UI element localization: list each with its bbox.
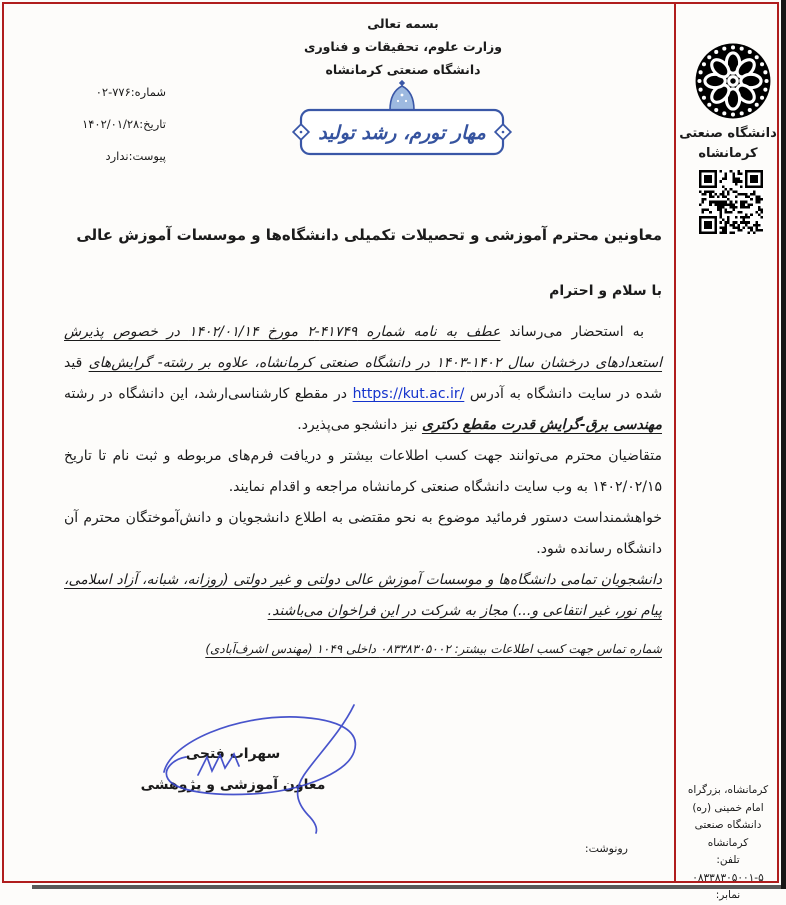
sidebar-university-name-line1: دانشگاه صنعتی [679, 126, 777, 141]
p1-after-link: در مقطع کارشناسی‌ارشد، این دانشگاه در رشته [64, 386, 353, 402]
sidebar-university-name [678, 124, 778, 164]
scan-edge-artifact-bottom [32, 885, 781, 889]
sidebar-divider-line [674, 3, 676, 882]
letter-body [64, 317, 662, 665]
letter-date: تاریخ:۱۴۰۲/۰۱/۲۸ [82, 117, 166, 131]
p1-mid: قید شده در سایت دانشگاه به آدرس [64, 355, 663, 402]
phone-label: تلفن: [716, 854, 740, 866]
letterhead [243, 12, 563, 81]
letter-salutation: با سلام و احترام [549, 283, 662, 299]
ministry-line: وزارت علوم، تحقیقات و فناوری [303, 39, 503, 54]
university-line: دانشگاه صنعتی کرمانشاه [325, 62, 481, 77]
address-line: امام خمینی (ره) [692, 801, 764, 814]
contact-info-line: شماره تماس جهت کسب اطلاعات بیشتر: ۰۸۳۳۸۳۰۵۰۰۲ داخلی ۱۰۴۹ (مهندس اشرف‌آبادی) [205, 642, 662, 656]
p1-program-name: مهندسی برق-گرایش قدرت مقطع دکتری [421, 417, 662, 433]
year-slogan-text: مهار تورم، رشد تولید [318, 122, 486, 144]
address-line: کرمانشاه، بزرگراه [687, 784, 769, 796]
university-seal-icon [694, 42, 772, 120]
letter-meta-block [56, 76, 166, 172]
signer-name: سهراب فتحی [185, 746, 281, 762]
bismillah-line: بسمه تعالی [367, 16, 439, 31]
letter-number: شماره:۷۷۶-۰۲ [95, 85, 166, 99]
paragraph-1 [64, 317, 662, 441]
qr-code-icon [699, 170, 763, 234]
year-slogan-emblem-icon [289, 80, 515, 158]
paragraph-4-eligibility-note: دانشجویان تمامی دانشگاه‌ها و موسسات آموزش عالی دولتی و غیر دولتی (روزانه، شبانه، آزاد اسلامی، پیام نور، غیر انتفاعی و...) مجاز به شرکت در این فراخوان می‌باشند. [64, 572, 662, 619]
cc-label: رونوشت: [584, 842, 628, 855]
sidebar-university-name-line2: کرمانشاه [698, 146, 758, 161]
letter-recipient-title: معاونین محترم آموزشی و تحصیلات تکمیلی دانشگاه‌ها و موسسات آموزش عالی [76, 226, 662, 244]
p1-intro: به استحضار می‌رساند [500, 324, 645, 340]
paragraph-2: متقاضیان محترم می‌توانند جهت کسب اطلاعات بیشتر و دریافت فرم‌های مربوطه و ثبت نام تا تاریخ ۱۴۰۲/۰۲/۱۵ به وب سایت دانشگاه صنعتی کرمانشاه مراجعه و اقدام نمایند. [64, 448, 662, 495]
phone-value: ۰۸۳۳۸۳۰۵۰۰۱-۵ [692, 871, 764, 884]
university-website-link[interactable]: https://kut.ac.ir/ [352, 386, 465, 402]
signature-block [118, 739, 348, 801]
address-line: دانشگاه صنعتی کرمانشاه [694, 819, 762, 849]
signer-title: معاون آموزشی و پژوهشی [140, 777, 326, 793]
fax-label: نمابر: [715, 889, 741, 901]
scan-edge-artifact-right [781, 0, 786, 889]
p1-ending: نیز دانشجو می‌پذیرد. [297, 417, 422, 433]
p1-reference-text: عطف به نامه شماره ۴۱۷۴۹-۲ مورخ ۱۴۰۲/۰۱/۱۴ در خصوص پذیرش استعدادهای درخشان سال ۱۴۰۲-۱۴۰۳ در دانشگاه صنعتی کرمانشاه، علاوه بر رشته- گرایش‌های [64, 324, 663, 371]
letter-attachment: پیوست:ندارد [105, 149, 166, 163]
paragraph-3: خواهشمنداست دستور فرمائید موضوع به نحو مقتضی به اطلاع دانشجویان و دانش‌آموختگان محترم آن دانشگاه رسانده شود. [64, 510, 662, 557]
